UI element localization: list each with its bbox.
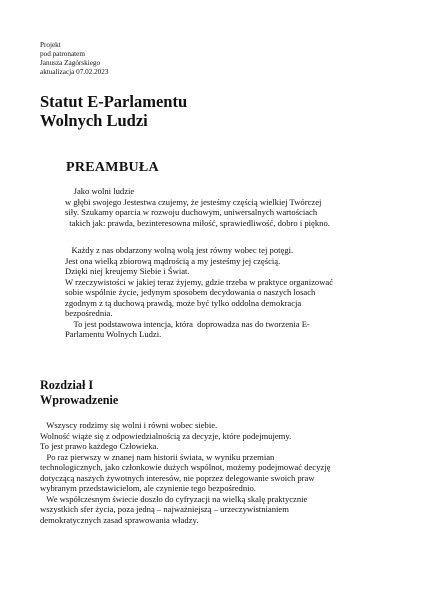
text-line: demokratycznych zasad sprawowania władzy. (40, 514, 199, 525)
document-title (40, 92, 187, 130)
text-line: Jako wolni ludzie (65, 186, 135, 196)
text-line: Każdy z nas obdarzony wolną wolą jest równy wobec tej potęgi. (65, 245, 294, 255)
text-line: wybranym przedstawicielom, ale czynienie tego bezpośrednio. (40, 483, 256, 493)
preamble-heading: PREAMBUŁA (66, 160, 159, 175)
chapter-name: Wprowadzenie (40, 393, 119, 407)
text-line: We współczesnym świecie doszło do cyfryzacji na wielką skalę praktycznie (40, 493, 308, 504)
chapter-1-title (40, 378, 118, 408)
meta-line: Janusza Zagórskiego (40, 59, 101, 67)
meta-line: aktualizacja 07.02.2023 (40, 68, 109, 76)
title-line: Statut E-Parlamentu (40, 92, 188, 111)
text-line: Jest ona wielką zbiorową mądrością a my jesteśmy jej częścią. (65, 255, 281, 266)
text-line: Parlamentu Wolnych Ludzi. (65, 329, 162, 339)
text-line: To jest prawo każdego Człowieka. (40, 441, 159, 451)
text-line: zgodnym z tą duchową prawdą, może być tylko oddolna demokracja (65, 297, 302, 308)
text-line: Wszyscy rodzimy się wolni i równi wobec siebie. (40, 420, 218, 430)
text-line: Wolność wiąże się z odpowiedzialnością za decyzje, które podejmujemy. (40, 430, 292, 441)
text-line: Po raz pierwszy w znanej nam historii świata, w wyniku przemian (40, 451, 275, 462)
text-line: Dzięki niej kreujemy Siebie i Świat. (65, 266, 190, 276)
text-line: To jest podstawowa intencja, która doprowadza nas do tworzenia E- (65, 318, 310, 329)
text-line: W rzeczywistości w jakiej teraz żyjemy, gdzie trzeba w praktyce organizować (65, 276, 334, 287)
text-line: siły. Szukamy oparcia w rozwoju duchowym, uniwersalnych wartościach (65, 207, 318, 217)
text-line: dotyczącą naszych żywotnych interesów, nie poprzez delegowanie swoich praw (40, 472, 315, 483)
text-line: w głębi swojego Jestestwa czujemy, że jesteśmy częścią wielkiej Twórczej (65, 196, 322, 207)
title-line: Wolnych Ludzi (40, 111, 148, 130)
text-line: takich jak: prawda, bezinteresowna miłość, sprawiedliwość, dobro i piękno. (65, 217, 330, 228)
meta-line: Projekt (40, 41, 61, 49)
text-line: sobie wspólnie życie, jedynym sposobem decydowania o naszych losach (65, 287, 316, 297)
text-line: wszystkich sfer życia, poza jedną – najważniejszą – urzeczywistnianiem (40, 504, 289, 514)
text-line: bezpośrednia. (65, 308, 113, 318)
chapter-1-body (40, 420, 330, 525)
text-line: technologicznych, jako członkowie dużych wspólnot, możemy podejmować decyzję (40, 462, 331, 472)
meta-line: pod patronatem (40, 50, 85, 58)
document-header-meta (40, 41, 108, 77)
preamble-paragraph-1 (65, 186, 330, 228)
chapter-number: Rozdział I (40, 378, 94, 392)
preamble-paragraph-2 (65, 245, 333, 340)
